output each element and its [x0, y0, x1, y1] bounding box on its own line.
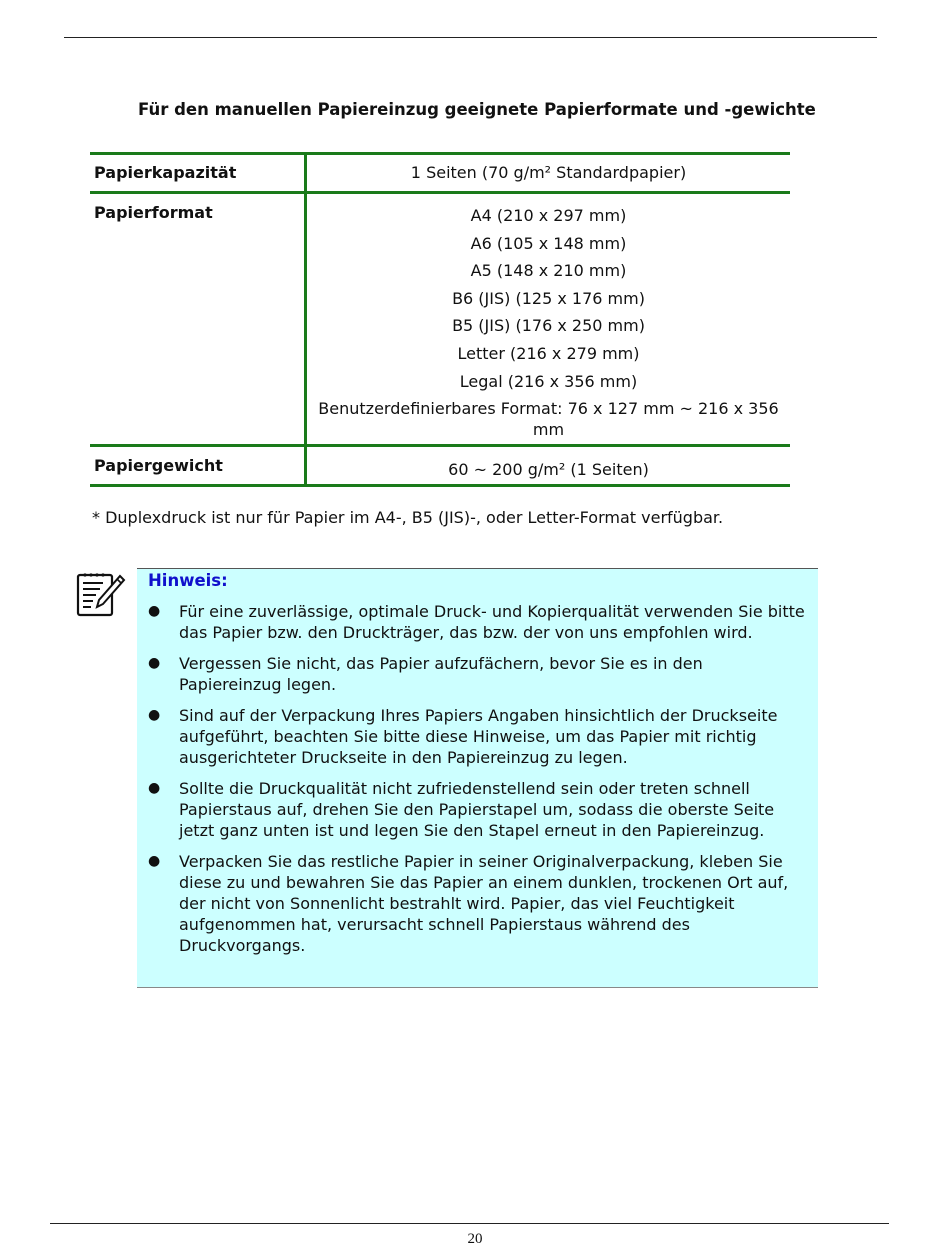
note-item-text: Sind auf der Verpackung Ihres Papiers Angaben hinsichtlich der Druckseite aufgeführt, beachten Sie bitte diese Hinweise, um das Papier mit richtig ausgerichteter Druckseite in den Papiereinzug zu legen. [179, 706, 778, 767]
table-row-format [90, 194, 790, 447]
note-item-text: Verpacken Sie das restliche Papier in seiner Originalverpackung, kleben Sie diese zu und bewahren Sie das Papier an einem dunklen, trockenen Ort auf, der nicht von Sonnenlicht bestrahlt wird. Papier, das viel Feuchtigkeit aufgenommen hat, verursacht schnell Papierstaus während des Druckvorgangs. [179, 852, 789, 955]
note-title: Hinweis: [148, 571, 228, 590]
capacity-value: 1 Seiten (70 g/m² Standardpapier) [410, 163, 687, 182]
list-item [137, 705, 818, 768]
format-value: Letter (216 x 279 mm) [457, 343, 640, 363]
format-value-custom: Benutzerdefinierbares Format: 76 x 127 mm ~ 216 x 356 mm [318, 399, 779, 440]
page-number: 20 [467, 1231, 483, 1247]
header-rule [64, 37, 877, 38]
format-value: A6 (105 x 148 mm) [470, 233, 627, 253]
section-heading: Für den manuellen Papiereinzug geeignete Papierformate und -gewichte [138, 100, 816, 119]
format-value: A4 (210 x 297 mm) [470, 206, 627, 225]
note-item-text: Für eine zuverlässige, optimale Druck- und Kopierqualität verwenden Sie bitte das Papier bzw. den Druckträger, das bzw. der von uns empfohlen wird. [179, 602, 805, 642]
duplex-footnote: * Duplexdruck ist nur für Papier im A4-, B5 (JIS)-, oder Letter-Format verfügbar. [92, 508, 724, 527]
list-item [137, 851, 818, 956]
paper-spec-table [90, 152, 790, 487]
list-item [137, 653, 818, 695]
table-row-capacity [90, 152, 790, 194]
format-value: A5 (148 x 210 mm) [470, 261, 627, 281]
bullet-icon: ● [148, 707, 161, 723]
bullet-icon: ● [148, 603, 161, 619]
format-values [307, 194, 790, 444]
bullet-icon: ● [148, 853, 161, 869]
format-label: Papierformat [90, 194, 307, 444]
list-item [137, 778, 818, 841]
note-list [137, 601, 818, 966]
format-value: Legal (216 x 356 mm) [459, 371, 638, 391]
format-value: B5 (JIS) (176 x 250 mm) [452, 316, 645, 336]
notepad-pencil-icon [76, 572, 126, 618]
list-item [137, 601, 818, 643]
capacity-label: Papierkapazität [90, 155, 307, 191]
bullet-icon: ● [148, 655, 161, 671]
footer-rule [50, 1223, 889, 1224]
table-row-weight [90, 447, 790, 487]
note-item-text: Vergessen Sie nicht, das Papier aufzufächern, bevor Sie es in den Papiereinzug legen. [179, 654, 703, 694]
weight-label: Papiergewicht [90, 447, 307, 484]
note-item-text: Sollte die Druckqualität nicht zufriedenstellend sein oder treten schnell Papierstaus auf, drehen Sie den Papierstapel um, sodass die oberste Seite jetzt ganz unten ist und legen Sie den Stapel erneut in den Papiereinzug. [179, 779, 775, 840]
bullet-icon: ● [148, 780, 161, 796]
note-box [137, 568, 818, 988]
format-value: B6 (JIS) (125 x 176 mm) [452, 288, 645, 308]
weight-value: 60 ~ 200 g/m² (1 Seiten) [448, 460, 649, 479]
